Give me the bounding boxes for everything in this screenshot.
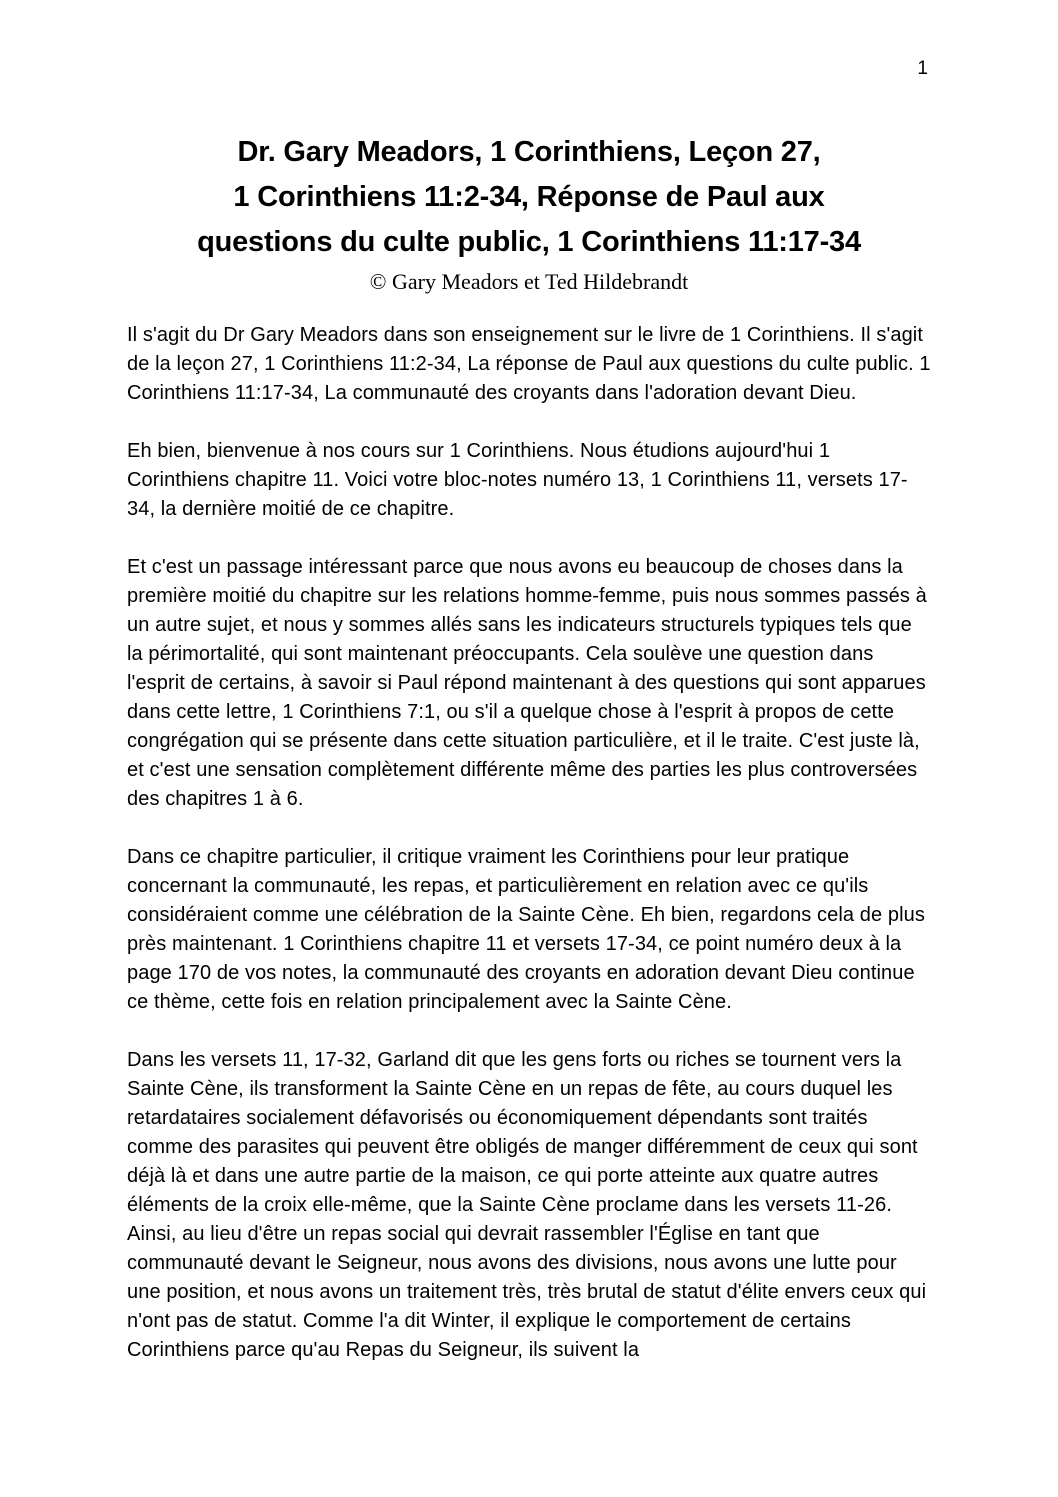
page-number: 1 (917, 58, 928, 79)
paragraph-intro: Il s'agit du Dr Gary Meadors dans son enseignement sur le livre de 1 Corinthiens. Il s'agit de la leçon 27, 1 Corinthiens 11:2-34, La réponse de Paul aux questions du culte public. 1 Corinthiens 11:17-34, La communauté des croyants dans l'adoration devant Dieu. (127, 324, 931, 404)
paragraph-garland: Dans les versets 11, 17-32, Garland dit que les gens forts ou riches se tournent vers la Sainte Cène, ils transforment la Sainte Cène en un repas de fête, au cours duquel les retardataires socialement défavorisés ou économiquement dépendants sont traités comme des parasites qui peuvent être obligés de manger différemment de ceux qui sont déjà là et dans une autre partie de la maison, ce qui porte atteinte aux quatre autres éléments de la croix elle-même, que la Sainte Cène proclame dans les versets 11-26. Ainsi, au lieu d'être un repas social qui devrait rassembler l'Église en tant que communauté devant le Seigneur, nous avons des divisions, nous avons une lutte pour une position, et nous avons un traitement très, très brutal de statut d'élite envers ceux qui n'ont pas de statut. Comme l'a dit Winter, il explique le comportement de certains Corinthiens parce qu'au Repas du Seigneur, ils suivent la (127, 1049, 927, 1361)
copyright-line: © Gary Meadors et Ted Hildebrandt (369, 269, 689, 294)
document-body (127, 321, 931, 1365)
title-line-1: Dr. Gary Meadors, 1 Corinthiens, Leçon 27, (237, 136, 821, 168)
paragraph-welcome: Eh bien, bienvenue à nos cours sur 1 Corinthiens. Nous étudions aujourd'hui 1 Corinthiens chapitre 11. Voici votre bloc-notes numéro 13, 1 Corinthiens 11, versets 17-34, la dernière moitié de ce chapitre. (127, 440, 908, 520)
paragraph-chapter-critique: Dans ce chapitre particulier, il critique vraiment les Corinthiens pour leur pratique concernant la communauté, les repas, et particulièrement en relation avec ce qu'ils considéraient comme une célébration de la Sainte Cène. Eh bien, regardons cela de plus près maintenant. 1 Corinthiens chapitre 11 et versets 17-34, ce point numéro deux à la page 170 de vos notes, la communauté des croyants en adoration devant Dieu continue ce thème, cette fois en relation principalement avec la Sainte Cène. (127, 846, 925, 1013)
document-title (127, 130, 931, 265)
title-line-2: 1 Corinthiens 11:2-34, Réponse de Paul aux (233, 181, 825, 213)
title-line-3: questions du culte public, 1 Corinthiens 11:17-34 (197, 226, 861, 258)
paragraph-passage-interest: Et c'est un passage intéressant parce que nous avons eu beaucoup de choses dans la première moitié du chapitre sur les relations homme-femme, puis nous sommes passés à un autre sujet, et nous y sommes allés sans les indicateurs structurels typiques tels que la périmortalité, qui sont maintenant préoccupants. Cela soulève une question dans l'esprit de certains, à savoir si Paul répond maintenant à des questions qui sont apparues dans cette lettre, 1 Corinthiens 7:1, ou s'il a quelque chose à l'esprit à propos de cette congrégation qui se présente dans cette situation particulière, et il le traite. C'est juste là, et c'est une sensation complètement différente même des parties les plus controversées des chapitres 1 à 6. (127, 556, 927, 810)
